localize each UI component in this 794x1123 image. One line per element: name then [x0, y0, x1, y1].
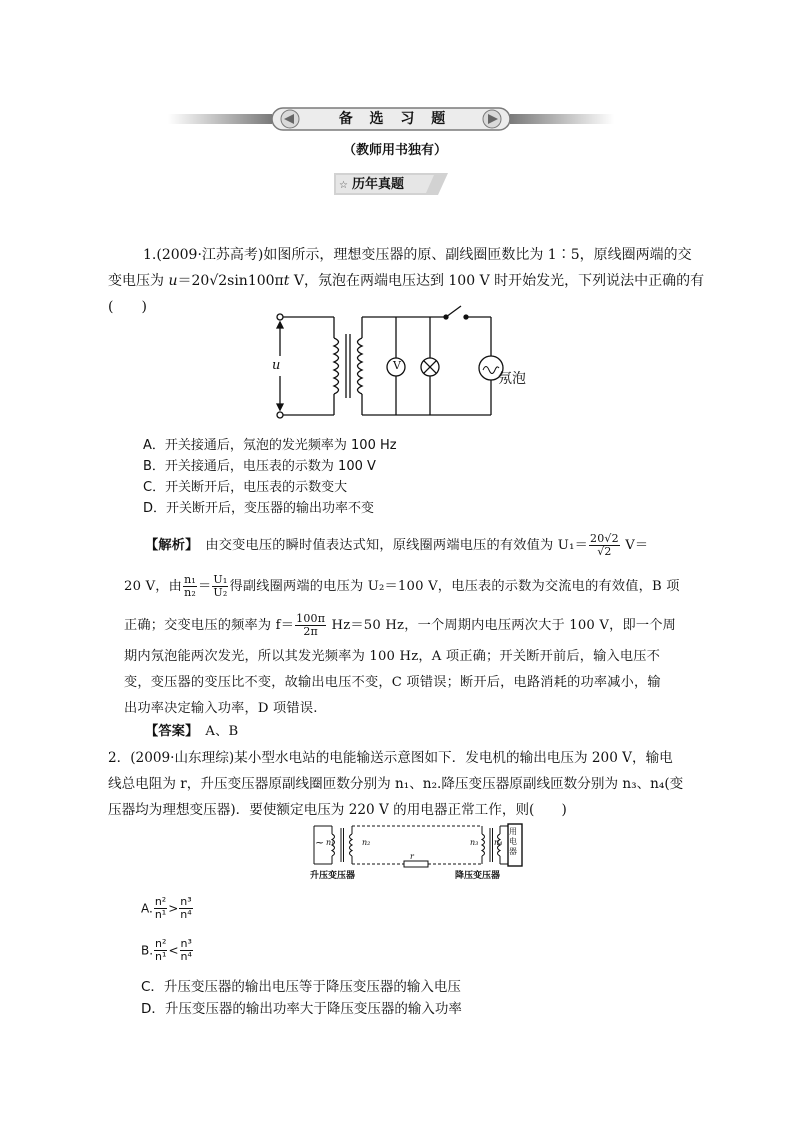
fraction-den: n⁴ — [180, 950, 192, 963]
analysis-text: V＝ — [620, 538, 649, 553]
analysis-text: ＝ — [197, 579, 212, 594]
analysis-text: 得副线圈两端的电压为 U₂＝100 V，电压表的示数为交流电的有效值，B 项 — [229, 579, 680, 594]
fraction — [183, 574, 197, 599]
answer-text: A、B — [191, 724, 239, 739]
fraction — [179, 896, 192, 921]
q2-step-down-caption: 降压变压器 — [455, 871, 501, 881]
fraction-num: n³ — [180, 937, 192, 950]
q1-analysis-line5: 变，变压器的变压比不变，故输出电压不变，C 项错误；断开后，电路消耗的功率减小，输 — [124, 675, 661, 690]
q1-analysis-line3 — [124, 611, 676, 640]
option-operator: > — [168, 901, 179, 916]
fraction-num: U₁ — [213, 573, 228, 586]
q1-stem-line2 — [108, 268, 708, 294]
q1-analysis-line6: 出功率决定输入功率，D 项错误. — [124, 701, 318, 716]
q2-option-b — [141, 938, 194, 963]
q1-option-d: D．开关断开后，变压器的输出功率不变 — [143, 501, 375, 516]
fraction — [180, 938, 193, 963]
q2-r-label: r — [410, 852, 414, 861]
q1-neon-label: 氖泡 — [498, 371, 526, 387]
fraction-den: 2π — [303, 625, 318, 638]
option-operator: < — [168, 943, 179, 958]
fraction — [295, 613, 326, 638]
q1-analysis-line1 — [145, 531, 648, 560]
fraction-den: n⁴ — [180, 908, 192, 921]
q1-var-u: u — [168, 273, 178, 289]
fraction-num: n₁ — [184, 573, 196, 586]
fraction-num: n³ — [180, 895, 192, 908]
q1-stem-text: ＝20 — [177, 273, 210, 289]
q1-voltmeter-label: V — [393, 359, 401, 372]
fraction-den: n₂ — [184, 586, 196, 599]
fraction-den: √2 — [597, 545, 612, 558]
q1-u-label: u — [272, 358, 281, 373]
fraction-den: n¹ — [155, 950, 167, 963]
q2-option-d: D．升压变压器的输出功率大于降压变压器的输入功率 — [141, 1001, 462, 1017]
q1-option-a: A．开关接通后，氖泡的发光频率为 100 Hz — [143, 438, 397, 453]
fraction-num: n² — [155, 937, 167, 950]
section-title: 历年真题 — [352, 177, 405, 192]
q2-option-a — [141, 896, 194, 921]
fraction-num: 20√2 — [590, 532, 619, 545]
q1-option-c: C．开关断开后，电压表的示数变大 — [143, 480, 348, 495]
q1-stem — [143, 242, 703, 268]
q1-stem-text: 变电压为 — [108, 273, 169, 289]
q1-stem-text: V，氖泡在两端电压达到 100 V 时开始发光，下列说法中正确的有 — [289, 273, 705, 289]
svg-text:☆: ☆ — [339, 180, 348, 191]
fraction-num: 100π — [296, 612, 326, 625]
fraction-den: n¹ — [154, 908, 167, 921]
q2-stem-line2: 线总电阻为 r，升压变压器原副线圈匝数分别为 n₁、n₂.降压变压器原副线匝数分别为 n₃、n₄(变 — [108, 776, 684, 792]
analysis-tag: 【解析】 — [145, 538, 192, 553]
q1-stem-text: sin100π — [227, 273, 284, 289]
q2-stem-line1: 2．(2009·山东理综)某小型水电站的电能输送示意图如下．发电机的输出电压为 200 V，输电 — [108, 750, 673, 766]
banner-title: 备 选 习 题 — [338, 111, 452, 127]
q1-analysis-line2 — [124, 572, 680, 601]
q1-circuit-figure — [268, 300, 558, 428]
q2-option-c: C．升压变压器的输出电压等于降压变压器的输入电压 — [141, 979, 461, 995]
q1-analysis-line4: 期内氖泡能两次发光，所以其发光频率为 100 Hz，A 项正确；开关断开前后，输入电压不 — [124, 649, 661, 664]
fraction — [154, 896, 167, 921]
q1-answer — [145, 717, 238, 746]
q2-n4-label: n₄ — [494, 838, 503, 847]
fraction — [212, 574, 228, 599]
analysis-text: 20 V，由 — [124, 579, 183, 594]
q1-blank: ( ) — [108, 299, 147, 315]
q2-stem-line3: 压器均为理想变压器)．要使额定电压为 220 V 的用电器正常工作，则( ) — [108, 802, 567, 818]
option-letter: A. — [141, 901, 153, 916]
fraction — [154, 938, 167, 963]
answer-tag: 【答案】 — [145, 724, 192, 739]
subtitle: （教师用书独有） — [342, 143, 447, 158]
fraction-den: U₂ — [213, 586, 228, 599]
q2-n1-label: n₁ — [326, 838, 335, 847]
option-letter: B. — [141, 943, 154, 958]
q1-option-b: B．开关接通后，电压表的示数为 100 V — [143, 459, 376, 474]
fraction-num: n² — [154, 895, 167, 908]
q1-var-t: t — [283, 273, 290, 289]
fraction — [589, 533, 620, 558]
q1-sqrt: √2 — [209, 273, 228, 289]
q1-stem-line1: 1.(2009·江苏高考)如图所示，理想变压器的原、副线圈匝数比为 1∶5，原线圈两端的交 — [143, 247, 692, 263]
q2-n3-label: n₃ — [470, 838, 479, 847]
q2-load-label: 用电器 — [509, 827, 517, 856]
q2-n2-label: n₂ — [362, 838, 371, 847]
q2-step-up-caption: 升压变压器 — [310, 871, 356, 881]
analysis-text: 由交变电压的瞬时值表达式知，原线圈两端电压的有效值为 U₁＝ — [191, 538, 588, 553]
analysis-text: 正确；交变电压的频率为 f＝ — [124, 618, 295, 633]
q2-ac-source: ~ — [315, 836, 325, 849]
analysis-text: Hz＝50 Hz，一个周期内电压两次大于 100 V，即一个周 — [327, 618, 677, 633]
